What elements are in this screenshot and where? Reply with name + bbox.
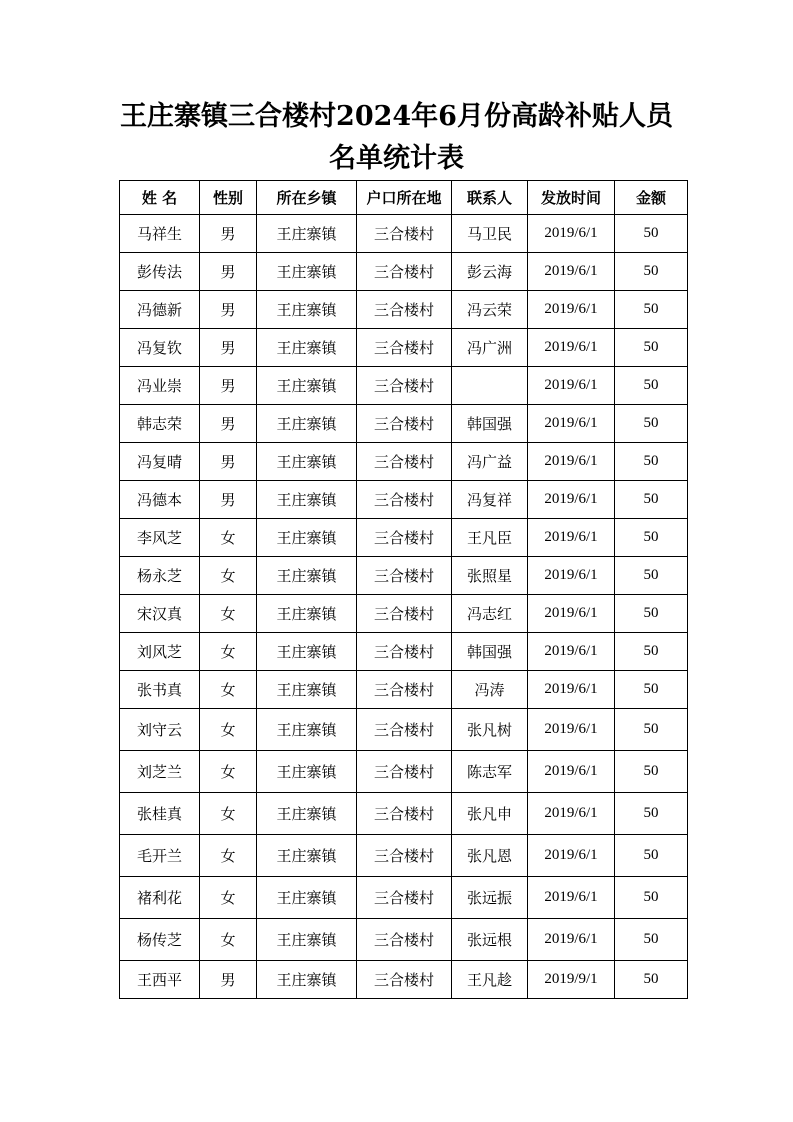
cell-town: 王庄寨镇: [257, 793, 357, 835]
cell-hukou: 三合楼村: [357, 633, 452, 671]
cell-amount: 50: [615, 751, 688, 793]
table-row: [120, 835, 688, 877]
table-row: [120, 291, 688, 329]
cell-hukou: 三合楼村: [357, 291, 452, 329]
cell-amount: 50: [615, 835, 688, 877]
cell-amount: 50: [615, 877, 688, 919]
cell-gender: 男: [200, 253, 257, 291]
table-row: [120, 481, 688, 519]
cell-gender: 女: [200, 835, 257, 877]
cell-hukou: 三合楼村: [357, 557, 452, 595]
table-row: [120, 633, 688, 671]
cell-hukou: 三合楼村: [357, 671, 452, 709]
cell-gender: 男: [200, 367, 257, 405]
cell-contact: 彭云海: [452, 253, 528, 291]
cell-contact: 王凡趁: [452, 961, 528, 999]
cell-name: 张书真: [120, 671, 200, 709]
cell-town: 王庄寨镇: [257, 443, 357, 481]
cell-town: 王庄寨镇: [257, 595, 357, 633]
cell-hukou: 三合楼村: [357, 443, 452, 481]
cell-contact: 冯志红: [452, 595, 528, 633]
cell-name: 冯复晴: [120, 443, 200, 481]
cell-name: 冯德新: [120, 291, 200, 329]
table-row: [120, 405, 688, 443]
table-row: [120, 215, 688, 253]
table-row: [120, 961, 688, 999]
cell-date: 2019/6/1: [528, 443, 615, 481]
cell-name: 刘芝兰: [120, 751, 200, 793]
cell-amount: 50: [615, 595, 688, 633]
header-amount: 金额: [615, 181, 688, 215]
cell-date: 2019/6/1: [528, 215, 615, 253]
cell-date: 2019/6/1: [528, 557, 615, 595]
cell-name: 刘风芝: [120, 633, 200, 671]
cell-date: 2019/6/1: [528, 877, 615, 919]
cell-date: 2019/6/1: [528, 793, 615, 835]
cell-gender: 女: [200, 557, 257, 595]
cell-date: 2019/6/1: [528, 481, 615, 519]
cell-date: 2019/6/1: [528, 709, 615, 751]
header-contact: 联系人: [452, 181, 528, 215]
table-body: [120, 215, 688, 999]
cell-contact: 张照星: [452, 557, 528, 595]
cell-name: 王西平: [120, 961, 200, 999]
cell-gender: 女: [200, 671, 257, 709]
cell-hukou: 三合楼村: [357, 919, 452, 961]
table-row: [120, 443, 688, 481]
table-row: [120, 709, 688, 751]
cell-amount: 50: [615, 329, 688, 367]
cell-amount: 50: [615, 671, 688, 709]
cell-contact: 马卫民: [452, 215, 528, 253]
cell-name: 张桂真: [120, 793, 200, 835]
cell-contact: 张凡树: [452, 709, 528, 751]
cell-town: 王庄寨镇: [257, 961, 357, 999]
cell-date: 2019/6/1: [528, 519, 615, 557]
cell-hukou: 三合楼村: [357, 253, 452, 291]
cell-hukou: 三合楼村: [357, 709, 452, 751]
cell-contact: 陈志军: [452, 751, 528, 793]
cell-date: 2019/9/1: [528, 961, 615, 999]
cell-town: 王庄寨镇: [257, 557, 357, 595]
table-row: [120, 253, 688, 291]
cell-gender: 男: [200, 291, 257, 329]
cell-town: 王庄寨镇: [257, 671, 357, 709]
cell-town: 王庄寨镇: [257, 215, 357, 253]
cell-town: 王庄寨镇: [257, 633, 357, 671]
cell-gender: 男: [200, 405, 257, 443]
cell-hukou: 三合楼村: [357, 519, 452, 557]
cell-amount: 50: [615, 709, 688, 751]
cell-amount: 50: [615, 557, 688, 595]
table-row: [120, 329, 688, 367]
cell-date: 2019/6/1: [528, 919, 615, 961]
cell-gender: 女: [200, 595, 257, 633]
cell-amount: 50: [615, 405, 688, 443]
cell-hukou: 三合楼村: [357, 751, 452, 793]
cell-date: 2019/6/1: [528, 405, 615, 443]
cell-gender: 女: [200, 751, 257, 793]
cell-hukou: 三合楼村: [357, 329, 452, 367]
header-hukou: 户口所在地: [357, 181, 452, 215]
cell-contact: 王凡臣: [452, 519, 528, 557]
cell-hukou: 三合楼村: [357, 877, 452, 919]
cell-contact: 韩国强: [452, 405, 528, 443]
table-row: [120, 877, 688, 919]
cell-date: 2019/6/1: [528, 291, 615, 329]
cell-amount: 50: [615, 291, 688, 329]
cell-contact: 韩国强: [452, 633, 528, 671]
cell-name: 毛开兰: [120, 835, 200, 877]
cell-date: 2019/6/1: [528, 633, 615, 671]
cell-hukou: 三合楼村: [357, 405, 452, 443]
cell-hukou: 三合楼村: [357, 481, 452, 519]
cell-amount: 50: [615, 215, 688, 253]
cell-date: 2019/6/1: [528, 367, 615, 405]
cell-gender: 男: [200, 329, 257, 367]
cell-name: 冯业崇: [120, 367, 200, 405]
cell-amount: 50: [615, 633, 688, 671]
cell-date: 2019/6/1: [528, 253, 615, 291]
cell-town: 王庄寨镇: [257, 253, 357, 291]
cell-gender: 男: [200, 481, 257, 519]
cell-town: 王庄寨镇: [257, 519, 357, 557]
cell-gender: 男: [200, 443, 257, 481]
cell-hukou: 三合楼村: [357, 961, 452, 999]
cell-town: 王庄寨镇: [257, 405, 357, 443]
cell-amount: 50: [615, 481, 688, 519]
cell-amount: 50: [615, 919, 688, 961]
cell-name: 冯德本: [120, 481, 200, 519]
cell-town: 王庄寨镇: [257, 877, 357, 919]
cell-amount: 50: [615, 519, 688, 557]
cell-name: 刘守云: [120, 709, 200, 751]
cell-name: 马祥生: [120, 215, 200, 253]
cell-date: 2019/6/1: [528, 835, 615, 877]
cell-town: 王庄寨镇: [257, 329, 357, 367]
cell-hukou: 三合楼村: [357, 793, 452, 835]
cell-hukou: 三合楼村: [357, 367, 452, 405]
header-date: 发放时间: [528, 181, 615, 215]
cell-gender: 男: [200, 961, 257, 999]
cell-gender: 女: [200, 519, 257, 557]
cell-amount: 50: [615, 443, 688, 481]
cell-date: 2019/6/1: [528, 595, 615, 633]
table-row: [120, 671, 688, 709]
header-gender: 性别: [200, 181, 257, 215]
table-row: [120, 919, 688, 961]
cell-contact: 冯复祥: [452, 481, 528, 519]
cell-town: 王庄寨镇: [257, 709, 357, 751]
cell-name: 韩志荣: [120, 405, 200, 443]
cell-date: 2019/6/1: [528, 671, 615, 709]
cell-gender: 女: [200, 877, 257, 919]
cell-date: 2019/6/1: [528, 751, 615, 793]
cell-hukou: 三合楼村: [357, 595, 452, 633]
table-row: [120, 367, 688, 405]
cell-contact: 张远根: [452, 919, 528, 961]
cell-gender: 男: [200, 215, 257, 253]
cell-gender: 女: [200, 793, 257, 835]
cell-contact: 冯涛: [452, 671, 528, 709]
cell-name: 褚利花: [120, 877, 200, 919]
table-header-row: [120, 181, 688, 215]
cell-contact: 张凡申: [452, 793, 528, 835]
cell-hukou: 三合楼村: [357, 835, 452, 877]
cell-town: 王庄寨镇: [257, 751, 357, 793]
table-row: [120, 751, 688, 793]
cell-name: 李风芝: [120, 519, 200, 557]
subsidy-roster-table: [119, 180, 688, 999]
cell-town: 王庄寨镇: [257, 919, 357, 961]
cell-name: 杨传芝: [120, 919, 200, 961]
table-row: [120, 595, 688, 633]
cell-contact: 冯云荣: [452, 291, 528, 329]
cell-amount: 50: [615, 793, 688, 835]
cell-contact: 冯广洲: [452, 329, 528, 367]
header-name: 姓 名: [120, 181, 200, 215]
cell-gender: 女: [200, 709, 257, 751]
cell-town: 王庄寨镇: [257, 835, 357, 877]
table-row: [120, 793, 688, 835]
document-title-line1: 王庄寨镇三合楼村2024年6月份高龄补贴人员: [120, 101, 673, 132]
cell-name: 宋汉真: [120, 595, 200, 633]
table-row: [120, 519, 688, 557]
cell-town: 王庄寨镇: [257, 291, 357, 329]
cell-name: 杨永芝: [120, 557, 200, 595]
cell-contact: 冯广益: [452, 443, 528, 481]
cell-contact: [452, 367, 528, 405]
cell-name: 冯复钦: [120, 329, 200, 367]
header-town: 所在乡镇: [257, 181, 357, 215]
table-row: [120, 557, 688, 595]
cell-town: 王庄寨镇: [257, 367, 357, 405]
cell-amount: 50: [615, 253, 688, 291]
cell-amount: 50: [615, 961, 688, 999]
document-title-line2: 名单统计表: [329, 143, 464, 174]
cell-gender: 女: [200, 919, 257, 961]
cell-date: 2019/6/1: [528, 329, 615, 367]
cell-contact: 张远振: [452, 877, 528, 919]
cell-amount: 50: [615, 367, 688, 405]
cell-contact: 张凡恩: [452, 835, 528, 877]
cell-hukou: 三合楼村: [357, 215, 452, 253]
cell-name: 彭传法: [120, 253, 200, 291]
cell-town: 王庄寨镇: [257, 481, 357, 519]
cell-gender: 女: [200, 633, 257, 671]
